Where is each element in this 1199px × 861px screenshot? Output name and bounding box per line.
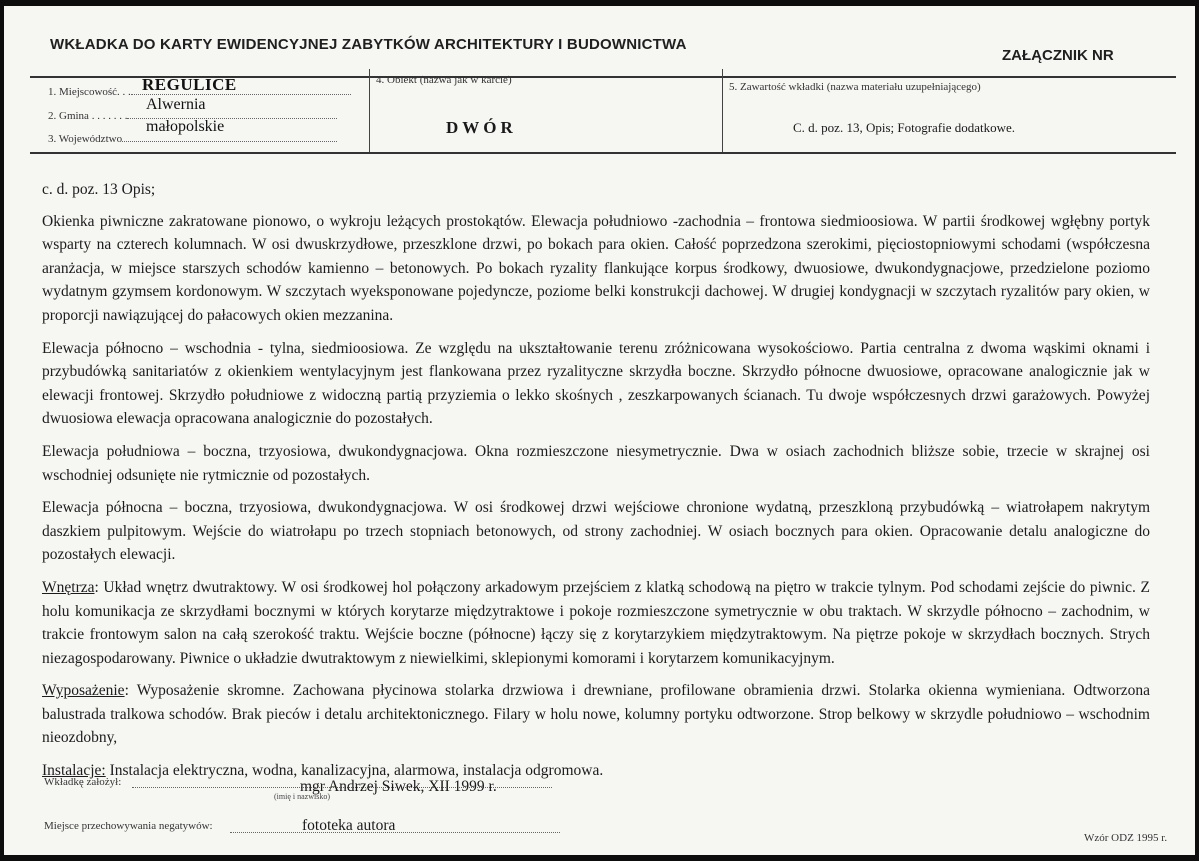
annex-label: ZAŁĄCZNIK NR [1002, 47, 1114, 64]
contents-label: 5. Zawartość wkładki (nazwa materiału uzupełniającego) [729, 81, 981, 93]
installations-heading: Instalacje: [42, 762, 106, 780]
voivodeship-dots [122, 141, 337, 142]
furnishings-heading: Wyposażenie [42, 682, 125, 700]
author-caption: (imię i nazwisko) [274, 792, 330, 801]
paragraph-facade-southwest: Okienka piwniczne zakratowane pionowo, o wykroju leżących prostokątów. Elewacja południowo -zachodnia – frontowa siedmioosiowa. W partii środkowej wgłębny portyk wsparty na czterech kolumnach. W osi dwuskrzydłowe, przeszklone drzwi, po bokach para okien. Całość poprzedzona szerokimi, pięciostopniowymi schodami (współczesna aranżacja, w miejsce starszych schodów kamienno – betonowych. Po bokach ryzality flankujące korpus środkowy, dwuosiowe, dwukondygnacjowe, przedzielone poziomo wydatnym gzymsem kordonowym. W szczytach wyeksponowane pojedyncze, poziome belki konstrukcji dachowej. W drugiej kondygnacji w szczytach ryzalitów pary okien, w proporcji nawiązującej do pałacowych okien mezzanina. [42, 212, 1150, 324]
form-sheet [4, 6, 1195, 855]
locality-value: REGULICE [142, 75, 237, 94]
form-title: WKŁADKA DO KARTY EWIDENCYJNEJ ZABYTKÓW ARCHITEKTURY I BUDOWNICTWA [50, 36, 687, 53]
object-label: 4. Obiekt (nazwa jak w karcie) [376, 74, 512, 86]
installations-text: Instalacja elektryczna, wodna, kanalizacyjna, alarmowa, instalacja odgromowa. [105, 762, 604, 780]
paragraph-facade-north: Elewacja północna – boczna, trzyosiowa, dwukondygnacjowa. W osi środkowej drzwi wejściowe chronione wydatną, przeszkloną przybudówką – wiatrołapem nakrytym daszkiem pulpitowym. Wejście do wiatrołapu po trzech stopniach betonowych, od strony zachodniej. W osiach bocznych para okien. Opracowanie detalu analogiczne do pozostałych elewacji. [42, 499, 1150, 564]
negatives-value: fototeka autora [302, 817, 396, 834]
locality-label: 1. Miejscowość. . . [48, 86, 131, 98]
contents-value: C. d. poz. 13, Opis; Fotografie dodatkowe. [793, 120, 1016, 135]
interiors-heading: Wnętrza [42, 578, 95, 596]
intro-line: c. d. poz. 13 Opis; [42, 181, 156, 198]
negatives-label: Miejsce przechowywania negatywów: [44, 820, 213, 832]
box-divider-2 [722, 69, 723, 153]
author-label: Wkładkę założył: [44, 776, 122, 788]
author-value: mgr Andrzej Siwek, XII 1999 r. [300, 778, 497, 795]
voivodeship-value: małopolskie [146, 118, 225, 135]
paragraph-facade-south: Elewacja południowa – boczna, trzyosiowa, dwukondygnacjowa. Okna rozmieszczone niesymetrycznie. Dwa w osiach zachodnich bliższe sobie, trzecie w skrajnej osi wschodniej odsunięte nie rytmicznie od pozostałych. [42, 442, 1150, 484]
furnishings-text: : Wyposażenie skromne. Zachowana płycinowa stolarka drzwiowa i drewniane, profilowane obramienia drzwi. Stolarka okienna wymieniana. Odtworzona balustrada tralkowa schodów. Brak pieców i detalu architektonicznego. Filary w holu nowe, kolumny portyku odtworzone. Strop belkowy w skrzydle południowo – wschodnim nieozdobny, [42, 682, 1150, 747]
box-divider-1 [369, 69, 370, 153]
object-value: DWÓR [446, 118, 517, 137]
paragraph-installations [42, 759, 1150, 783]
paragraph-facade-northeast: Elewacja północno – wschodnia - tylna, siedmioosiowa. Ze względu na ukształtowanie terenu zróżnicowana wysokościowo. Partia centralna z dwoma wąskimi oknami i przybudówką sanitariatów z okienkiem wentylacyjnym jest flankowana przez ryzalityczne skrzydła boczne. Skrzydło północne dwuosiowe, opracowane analogicznie jak w elewacji frontowej. Skrzydło południowe z widoczną partią przyziemia o lekko skośnych , zeszkarpowanych ścianach. Tu dwoje współczesnych drzwi garażowych. Powyżej dwuosiowa elewacja opracowana analogicznie do pozostałych. [42, 339, 1150, 428]
paragraph-interiors [42, 576, 1150, 670]
paragraph-furnishings [42, 679, 1150, 750]
voivodeship-label: 3. Województwo [48, 133, 123, 145]
commune-label: 2. Gmina . . . . . . . [48, 110, 128, 122]
commune-value: Alwernia [146, 96, 206, 113]
interiors-text: : Układ wnętrz dwutraktowy. W osi środkowej hol połączony arkadowym przejściem z klatką schodową na piętro w trakcie tylnym. Pod schodami zejście do piwnic. Z holu komunikacja ze skrzydłami bocznymi w których korytarze międzytraktowe i pokoje rozmieszczone symetrycznie w obu traktach. W skrzydle północno – zachodnim, w trakcie frontowym salon na całą szerokość traktu. Wejście boczne (północne) łączy się z korytarzykiem międzytraktowym. Na piętrze pokoje w skrzydłach bocznych. Strych niezagospodarowany. Piwnice o układzie dwutraktowym z niewielkimi, sklepionymi komorami i korytarzem komunikacyjnym. [42, 578, 1150, 667]
header-rule-bottom [30, 152, 1176, 154]
description-body [42, 178, 1150, 792]
form-model-label: Wzór ODZ 1995 r. [1084, 832, 1168, 844]
